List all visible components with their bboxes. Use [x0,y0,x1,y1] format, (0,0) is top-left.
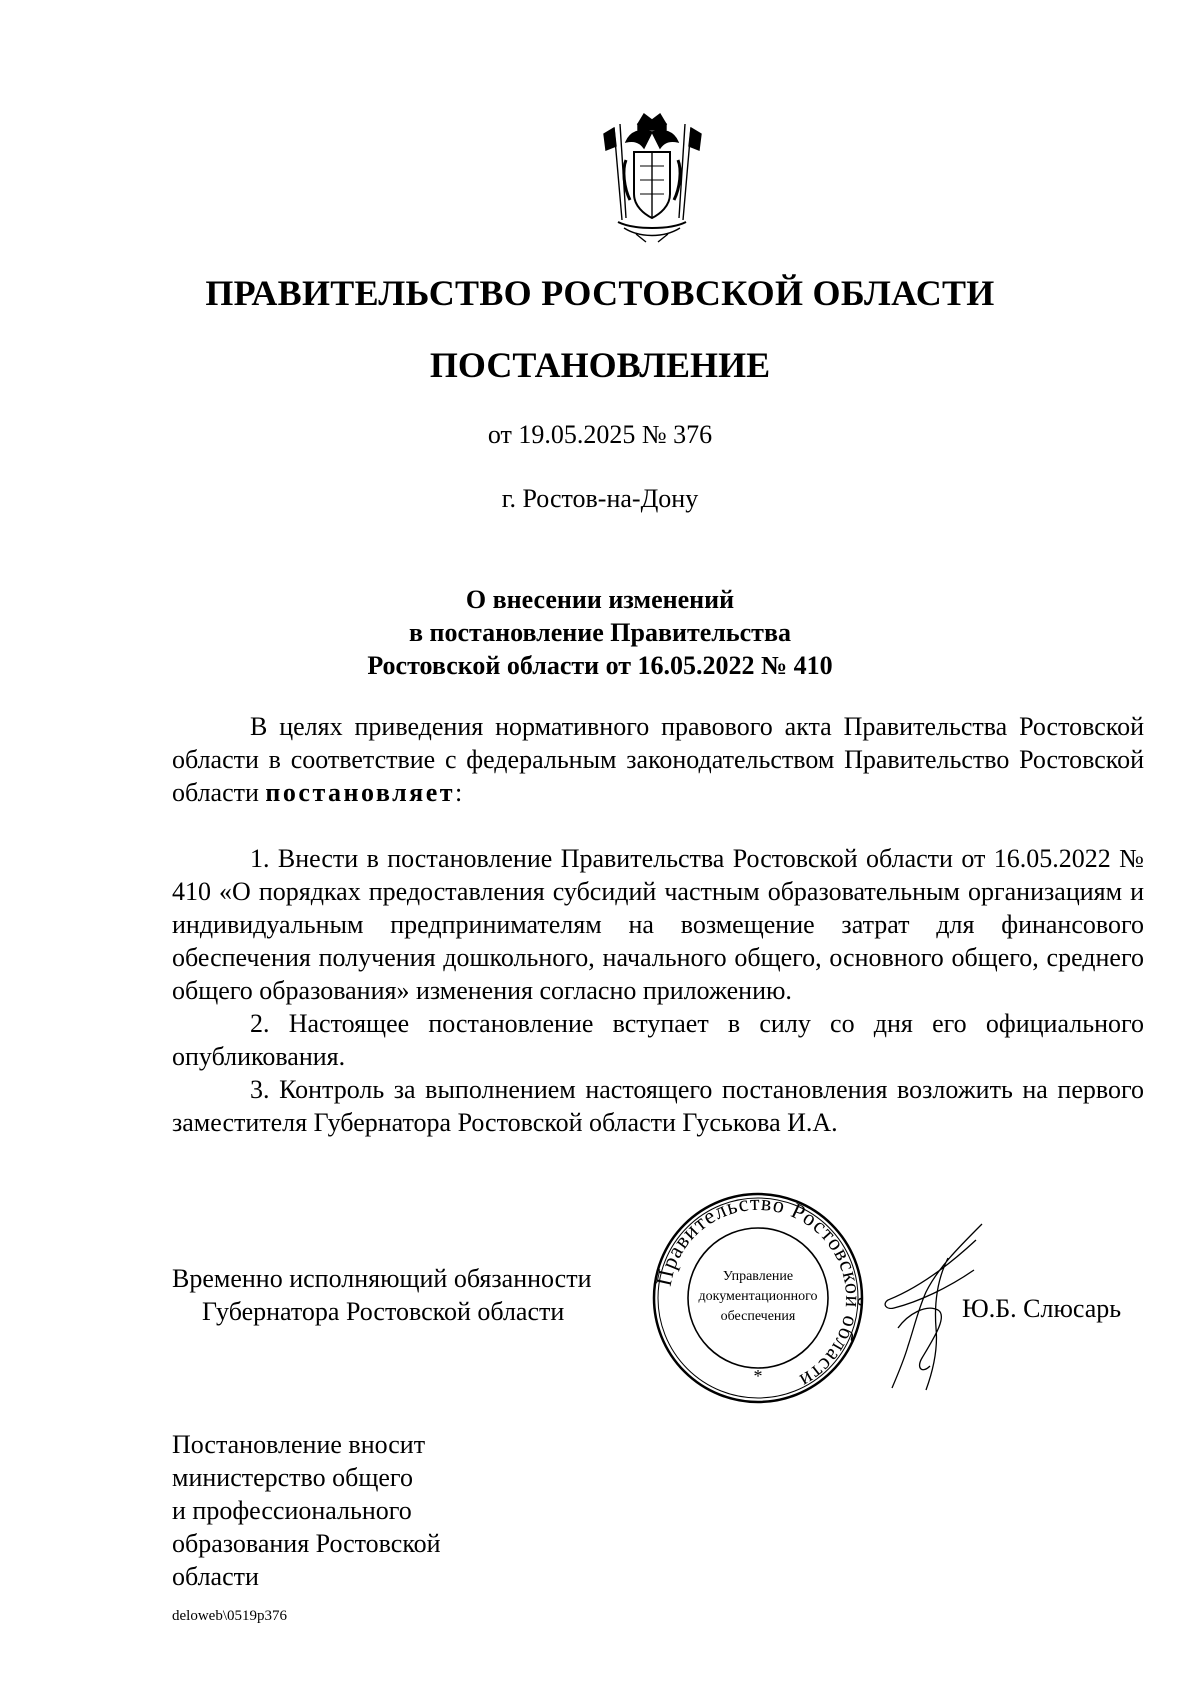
subject-line: О внесении изменений [465,585,735,614]
submitter-line: области [172,1562,259,1591]
preamble-text [172,710,1144,809]
preamble-body: В целях приведения нормативного правового акта Правительства Ростовской области в соответствие с федеральным законодательством Правительство Ростовской области [172,712,1144,807]
signatory-name: Ю.Б. Слюсарь [962,1294,1122,1323]
file-code: deloweb\0519p376 [172,1608,287,1624]
decree-item: 3. Контроль за выполнением настоящего постановления возложить на первого заместителя Губернатора Ростовской области Гуськова И.А. [172,1075,1144,1137]
document-date-number: от 19.05.2025 № 376 [487,420,713,449]
stamp-outer-text: Правительство Ростовской области [650,1190,866,1395]
signatory-position [172,1262,592,1328]
stamp-inner-line: обеспечения [720,1309,796,1324]
position-line: Губернатора Ростовской области [202,1297,565,1326]
stamp-inner-line: документационного [698,1289,818,1304]
decree-items [172,842,1144,1139]
document-subject [0,583,1200,682]
decree-item: 2. Настоящее постановление вступает в силу со дня его официального опубликования. [172,1009,1144,1071]
preamble-tail: : [455,778,463,807]
submitter-line: образования Ростовской [172,1529,441,1558]
submitter-line: Постановление вносит [172,1430,426,1459]
coat-of-arms-icon [600,110,705,245]
org-title: ПРАВИТЕЛЬСТВО РОСТОВСКОЙ ОБЛАСТИ [205,273,995,313]
subject-line: Ростовской области от 16.05.2022 № 410 [367,651,833,680]
subject-line: в постановление Правительства [408,618,791,647]
official-stamp [650,1190,866,1406]
submitter-line: и профессионального [172,1496,412,1525]
stamp-star: * [753,1366,763,1386]
document-type: ПОСТАНОВЛЕНИЕ [429,345,771,385]
preamble-paragraph [172,710,1144,809]
submitter-note [172,1428,441,1593]
stamp-inner-line: Управление [722,1269,794,1284]
decree-item: 1. Внести в постановление Правительства Ростовской области от 16.05.2022 № 410 «О порядках предоставления субсидий частным образовательным организациям и индивидуальным предпринимателям на возмещение затрат для финансового обеспечения получения дошкольного, начального общего, основного общего, среднего общего образования» изменения согласно приложению. [172,844,1144,1005]
decree-word: постановляет [265,778,456,807]
document-city: г. Ростов-на-Дону [501,484,699,513]
submitter-line: министерство общего [172,1463,413,1492]
position-line: Временно исполняющий обязанности [172,1264,592,1293]
